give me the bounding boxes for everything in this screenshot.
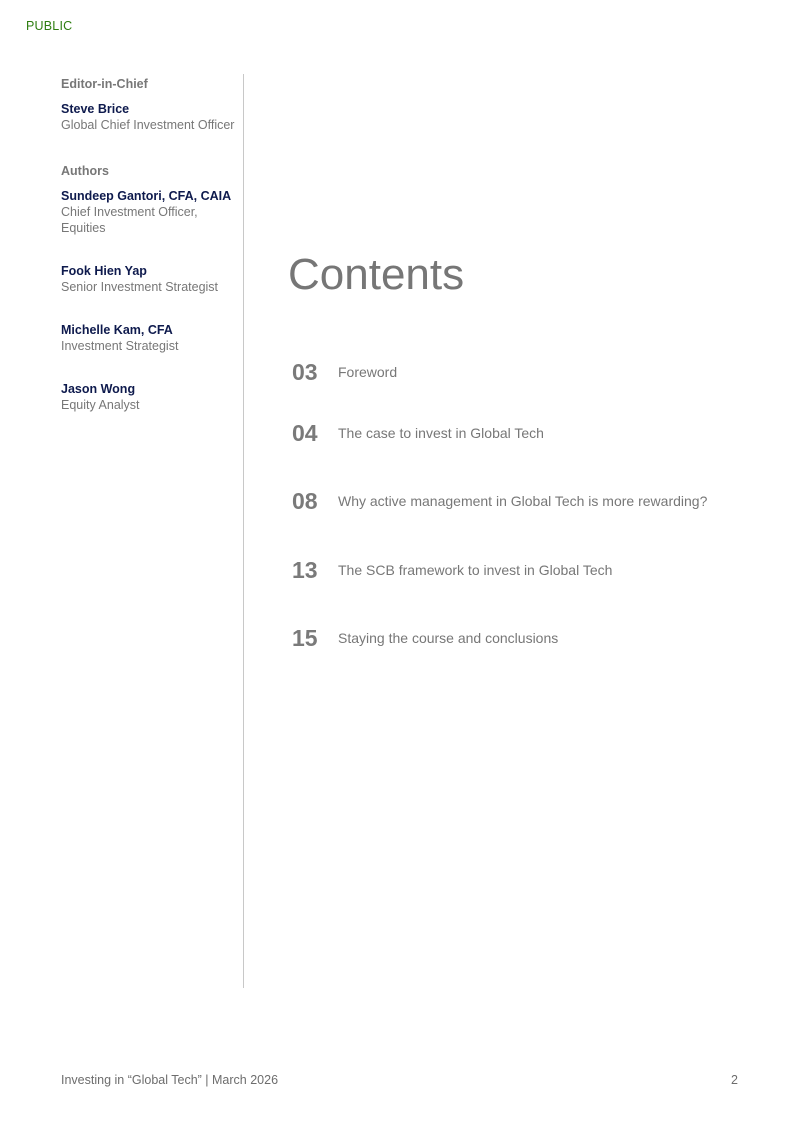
classification-label: PUBLIC: [26, 19, 73, 33]
footer-page-number: 2: [731, 1073, 738, 1087]
toc-item-label: Foreword: [338, 364, 398, 380]
author-entry: [61, 322, 236, 354]
person-name: Jason Wong: [61, 382, 136, 396]
person-role: Senior Investment Strategist: [61, 280, 219, 294]
toc-item-active-management[interactable]: [292, 486, 762, 516]
person-role: Equity Analyst: [61, 398, 140, 412]
editor-heading: Editor-in-Chief: [61, 77, 148, 91]
person-name: Michelle Kam, CFA: [61, 323, 173, 337]
person-name: Fook Hien Yap: [61, 264, 147, 278]
person-role: Chief Investment Officer, Equities: [61, 205, 198, 235]
toc-item-scb-framework[interactable]: [292, 555, 762, 585]
toc-item-case-to-invest[interactable]: [292, 418, 762, 448]
toc-page-number: 04: [292, 419, 318, 446]
toc-page-number: 15: [292, 624, 318, 651]
contributors-sidebar: [61, 76, 236, 413]
toc-page-number: 03: [292, 358, 318, 385]
person-role: Global Chief Investment Officer: [61, 118, 235, 132]
editor-entry: [61, 101, 236, 133]
author-entry: [61, 188, 236, 236]
authors-heading: Authors: [61, 164, 109, 178]
contents-title: Contents: [288, 250, 465, 299]
toc-page-number: 13: [292, 556, 318, 583]
toc-item-label: Why active management in Global Tech is more rewarding?: [338, 493, 708, 509]
toc-page-number: 08: [292, 487, 318, 514]
toc-item-label: The case to invest in Global Tech: [338, 425, 544, 441]
toc-item-foreword[interactable]: [292, 357, 762, 387]
author-entry: [61, 263, 236, 295]
sidebar-divider: [243, 74, 244, 988]
person-name: Steve Brice: [61, 102, 130, 116]
toc-item-label: The SCB framework to invest in Global Tech: [338, 562, 613, 578]
person-role: Investment Strategist: [61, 339, 179, 353]
toc-item-label: Staying the course and conclusions: [338, 630, 559, 646]
toc-item-conclusions[interactable]: [292, 623, 762, 653]
person-name: Sundeep Gantori, CFA, CAIA: [61, 189, 232, 203]
author-entry: [61, 381, 236, 413]
footer-publication: Investing in “Global Tech” | March 2026: [61, 1073, 279, 1087]
